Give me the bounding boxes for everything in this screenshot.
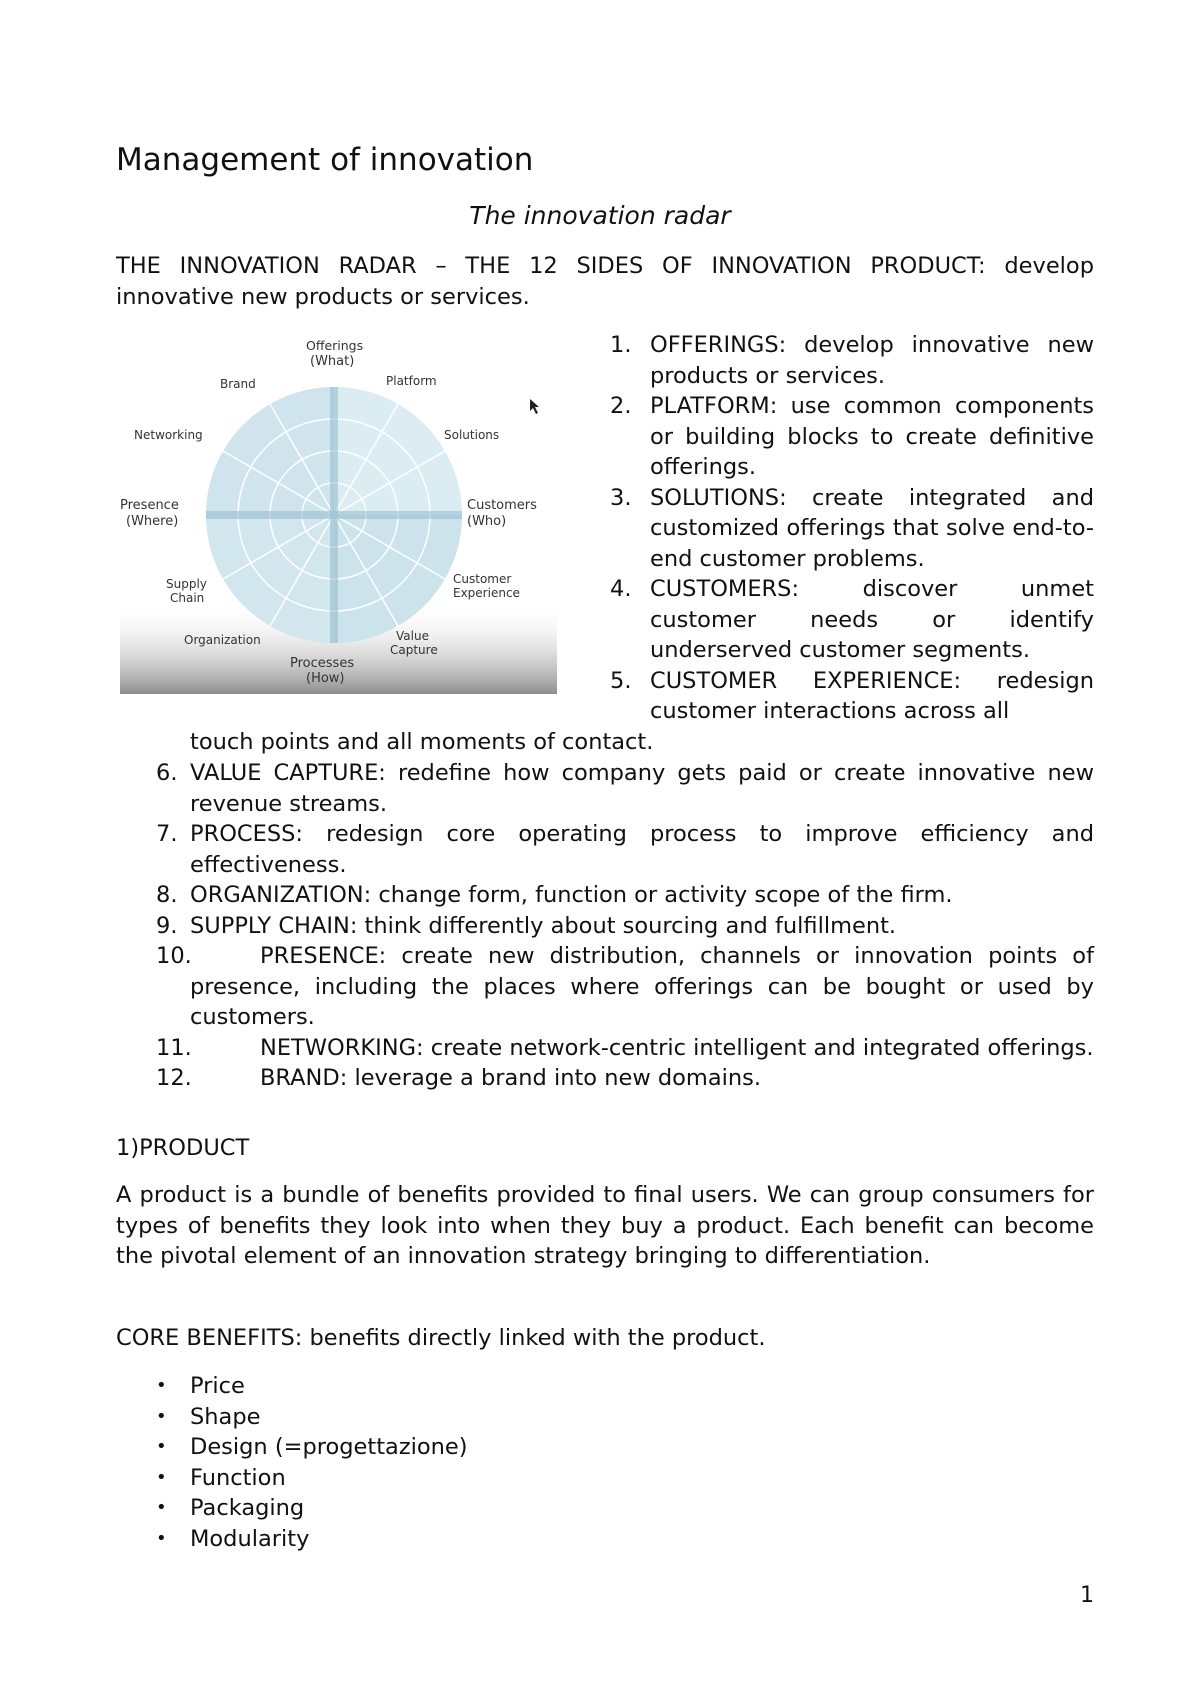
- bullet-icon: •: [156, 1497, 167, 1518]
- list-item: 7. PROCESS: redesign core operating process to improve efficiency and effectiveness.: [156, 821, 1094, 878]
- list-item: • Design (=progettazione): [116, 1432, 468, 1463]
- list-item: • Function: [116, 1463, 468, 1494]
- radar-label-offerings-q: (What): [310, 354, 355, 369]
- document-subtitle: The innovation radar: [469, 201, 731, 230]
- radar-label-organization: Organization: [184, 633, 261, 647]
- list-item: 3. SOLUTIONS: create integrated and customized offerings that solve end-to-end customer problems.: [610, 484, 1094, 572]
- radar-label-brand: Brand: [220, 377, 256, 391]
- radar-label-presence-q: (Where): [126, 514, 179, 529]
- list-item: 2. PLATFORM: use common components or building blocks to create definitive offerings.: [610, 393, 1094, 480]
- radar-label-processes-q: (How): [306, 671, 345, 686]
- list-item: • Packaging: [116, 1493, 468, 1524]
- list-item: 5. CUSTOMER EXPERIENCE: redesign customer interactions across all: [610, 667, 1094, 724]
- document-title: Management of innovation: [116, 142, 534, 178]
- bullet-icon: •: [156, 1527, 167, 1549]
- radar-disc: [206, 387, 462, 643]
- radar-label-customers: Customers: [467, 498, 537, 513]
- innovation-radar-figure: [120, 332, 557, 694]
- radar-label-processes: Processes: [290, 656, 355, 671]
- bullet-icon: •: [156, 1405, 167, 1427]
- radar-label-customer: Customer: [453, 572, 512, 586]
- list-item: 1. OFFERINGS: develop innovative new products or services.: [610, 332, 1094, 389]
- radar-label-offerings: Offerings: [306, 338, 364, 353]
- radar-label-solutions: Solutions: [444, 428, 500, 442]
- bullet-icon: •: [156, 1466, 167, 1488]
- radar-label-platform: Platform: [386, 374, 437, 388]
- list-item: • Modularity: [116, 1524, 468, 1555]
- list-item: • Shape: [116, 1402, 468, 1433]
- radar-label-value: Value: [396, 629, 429, 643]
- list-item: 6. VALUE CAPTURE: redefine how company gets paid or create innovative new revenue streams.: [156, 760, 1094, 817]
- radar-label-chain: Chain: [170, 591, 205, 605]
- bullet-icon: •: [156, 1375, 167, 1396]
- list-item: 4. CUSTOMERS: discover unmet customer needs or identify underserved customer segments.: [610, 576, 1094, 663]
- list-item: • Price: [116, 1371, 468, 1402]
- list-item: 10. PRESENCE: create new distribution, channels or innovation points of presence, including the places where offerings can be bought or used by customers.: [156, 943, 1094, 1030]
- list-item: 11. NETWORKING: create network-centric intelligent and integrated offerings.: [156, 1034, 1094, 1061]
- radar-label-customers-q: (Who): [467, 514, 507, 529]
- bullet-icon: •: [156, 1436, 167, 1457]
- core-benefits-line: CORE BENEFITS: benefits directly linked with the product.: [116, 1325, 766, 1351]
- product-heading: 1)PRODUCT: [116, 1135, 250, 1161]
- list-item: 8. ORGANIZATION: change form, function or activity scope of the firm.: [156, 882, 953, 908]
- radar-label-capture: Capture: [390, 643, 438, 657]
- list-item: 12. BRAND: leverage a brand into new domains.: [156, 1065, 762, 1091]
- core-benefits-list: [116, 1371, 468, 1554]
- radar-list-right: [610, 330, 1094, 727]
- page-number: 1: [1080, 1583, 1094, 1608]
- product-paragraph: A product is a bundle of benefits provided to final users. We can group consumers for types of benefits they look into when they buy a product. Each benefit can become the pivotal element of an innovation strategy bringing to differentiation.: [116, 1182, 1094, 1269]
- list-item-continuation: touch points and all moments of contact.: [190, 729, 654, 755]
- radar-label-experience: Experience: [453, 586, 520, 600]
- radar-list-full: [116, 758, 1094, 1094]
- intro-paragraph: THE INNOVATION RADAR – THE 12 SIDES OF INNOVATION PRODUCT: develop innovative new products or services.: [116, 253, 1094, 310]
- radar-label-networking: Networking: [134, 428, 203, 442]
- list-item: 9. SUPPLY CHAIN: think differently about sourcing and fulfillment.: [156, 912, 897, 939]
- radar-label-presence: Presence: [120, 498, 179, 513]
- radar-svg: [120, 332, 557, 694]
- radar-label-supply: Supply: [166, 577, 207, 591]
